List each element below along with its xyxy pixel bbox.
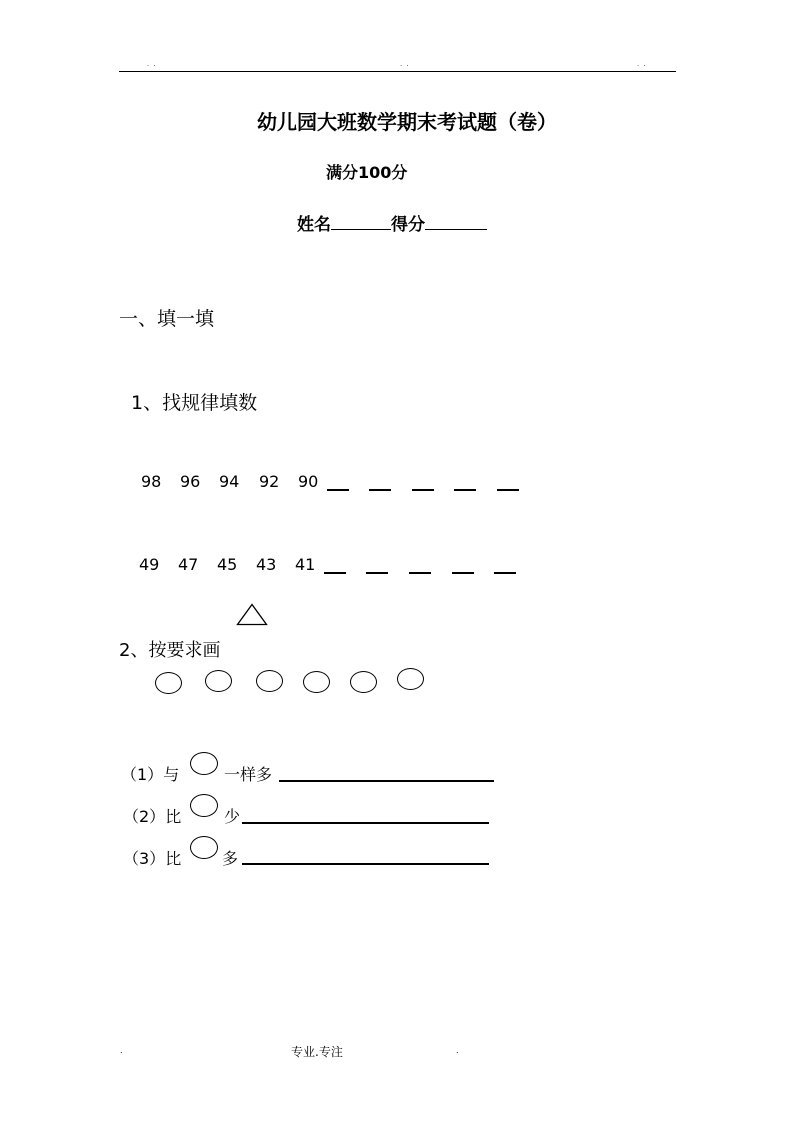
answer-line[interactable] [242, 822, 489, 824]
sequence-number: 98 [141, 472, 162, 491]
name-blank[interactable] [331, 214, 391, 230]
header-dots-right: · · [637, 62, 647, 70]
answer-blank[interactable] [327, 489, 349, 491]
name-score-line [297, 210, 487, 235]
section-heading: 一、填一填 [119, 308, 215, 330]
header-dots-center: · · [400, 62, 410, 70]
sub-question-suffix: 少 [224, 807, 241, 826]
answer-line[interactable] [242, 863, 489, 865]
answer-blank[interactable] [454, 489, 476, 491]
footer-dot-right: . [456, 1046, 459, 1055]
footer-dot-left: . [120, 1046, 123, 1055]
sequence-number: 90 [298, 472, 319, 491]
sub-question-prefix: 比 [165, 849, 182, 868]
full-score: 满分100分 [326, 163, 408, 182]
footer-text: 专业.专注 [291, 1045, 343, 1059]
answer-blank[interactable] [497, 489, 519, 491]
sub-question-2 [123, 804, 181, 827]
sequence-number: 49 [139, 555, 160, 574]
answer-blank[interactable] [452, 572, 474, 574]
answer-blank[interactable] [409, 572, 431, 574]
sequence-number: 47 [178, 555, 199, 574]
answer-blank[interactable] [412, 489, 434, 491]
answer-blank[interactable] [366, 572, 388, 574]
question-1-heading: 1、找规律填数 [131, 392, 258, 414]
sequence-number: 94 [219, 472, 240, 491]
circle-shape [190, 752, 218, 775]
answer-line[interactable] [279, 780, 494, 782]
sequence-number: 92 [259, 472, 280, 491]
sequence-number: 96 [180, 472, 201, 491]
sub-question-number: （3） [123, 849, 166, 868]
circle-shape [303, 671, 330, 693]
sequence-number: 41 [295, 555, 316, 574]
sub-question-suffix: 一样多 [224, 765, 273, 784]
sub-question-number: （1） [121, 765, 164, 784]
score-blank[interactable] [425, 214, 487, 230]
circle-shape [256, 670, 283, 692]
sub-question-prefix: 比 [165, 807, 182, 826]
circle-shape [350, 671, 377, 693]
question-2-heading: 2、按要求画 [119, 640, 221, 661]
sub-question-suffix: 多 [222, 849, 239, 868]
header-dots-left: · · [147, 62, 157, 70]
sub-question-number: （2） [123, 807, 166, 826]
circle-shape [190, 794, 218, 817]
sub-question-1 [121, 762, 179, 785]
answer-blank[interactable] [494, 572, 516, 574]
circle-shape [190, 836, 218, 859]
sequence-number: 45 [217, 555, 238, 574]
page-title: 幼儿园大班数学期末考试题（卷） [257, 110, 557, 134]
name-label: 姓名 [297, 215, 331, 235]
sub-question-3 [123, 846, 181, 869]
score-label: 得分 [391, 215, 425, 235]
sub-question-prefix: 与 [163, 765, 180, 784]
circle-shape [205, 670, 232, 692]
circle-shape [397, 668, 424, 690]
answer-blank[interactable] [369, 489, 391, 491]
circle-shape [155, 672, 182, 694]
header-rule [119, 71, 676, 72]
answer-blank[interactable] [324, 572, 346, 574]
sequence-number: 43 [256, 555, 277, 574]
triangle-shape [236, 603, 268, 626]
